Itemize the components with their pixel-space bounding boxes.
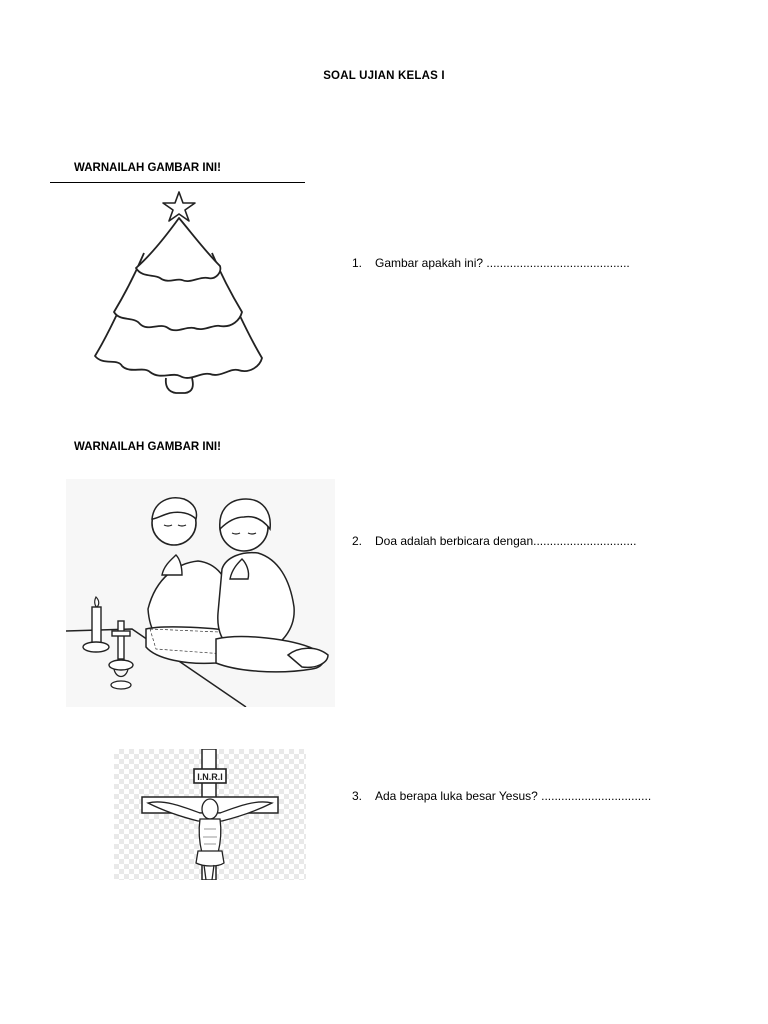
section-2-heading: WARNAILAH GAMBAR INI! bbox=[74, 441, 221, 453]
question-1 bbox=[352, 256, 630, 270]
christmas-tree-image bbox=[48, 188, 304, 398]
small-cross-beam bbox=[112, 631, 130, 636]
question-2-number: 2. bbox=[352, 534, 363, 548]
star-shape bbox=[163, 192, 195, 221]
children-praying-image bbox=[66, 479, 335, 707]
small-cross-post bbox=[118, 621, 124, 659]
question-3-number: 3. bbox=[352, 789, 363, 803]
question-1-text: Gambar apakah ini? ........................................... bbox=[375, 256, 630, 270]
question-3 bbox=[352, 789, 651, 803]
heading-underline bbox=[50, 182, 305, 183]
question-2-text: Doa adalah berbicara dengan............................... bbox=[375, 534, 637, 548]
page-title: SOAL UJIAN KELAS I bbox=[323, 70, 445, 82]
inri-text: I.N.R.I bbox=[197, 772, 223, 782]
candle-holder bbox=[83, 642, 109, 652]
cross-stand bbox=[109, 660, 133, 670]
children-praying-drawing bbox=[66, 479, 335, 707]
crucifix-image bbox=[114, 749, 306, 880]
question-2 bbox=[352, 534, 636, 548]
candle-shape bbox=[92, 607, 101, 643]
question-3-text: Ada berapa luka besar Yesus? ................................. bbox=[375, 789, 652, 803]
flame-shape bbox=[95, 597, 99, 607]
trunk-shape bbox=[166, 378, 193, 393]
christmas-tree-drawing bbox=[48, 188, 304, 398]
crucifix-drawing bbox=[114, 749, 306, 880]
tree-tier-top bbox=[136, 218, 220, 281]
question-1-number: 1. bbox=[352, 256, 363, 270]
section-1-heading: WARNAILAH GAMBAR INI! bbox=[74, 162, 221, 174]
girl-figure bbox=[216, 499, 328, 672]
